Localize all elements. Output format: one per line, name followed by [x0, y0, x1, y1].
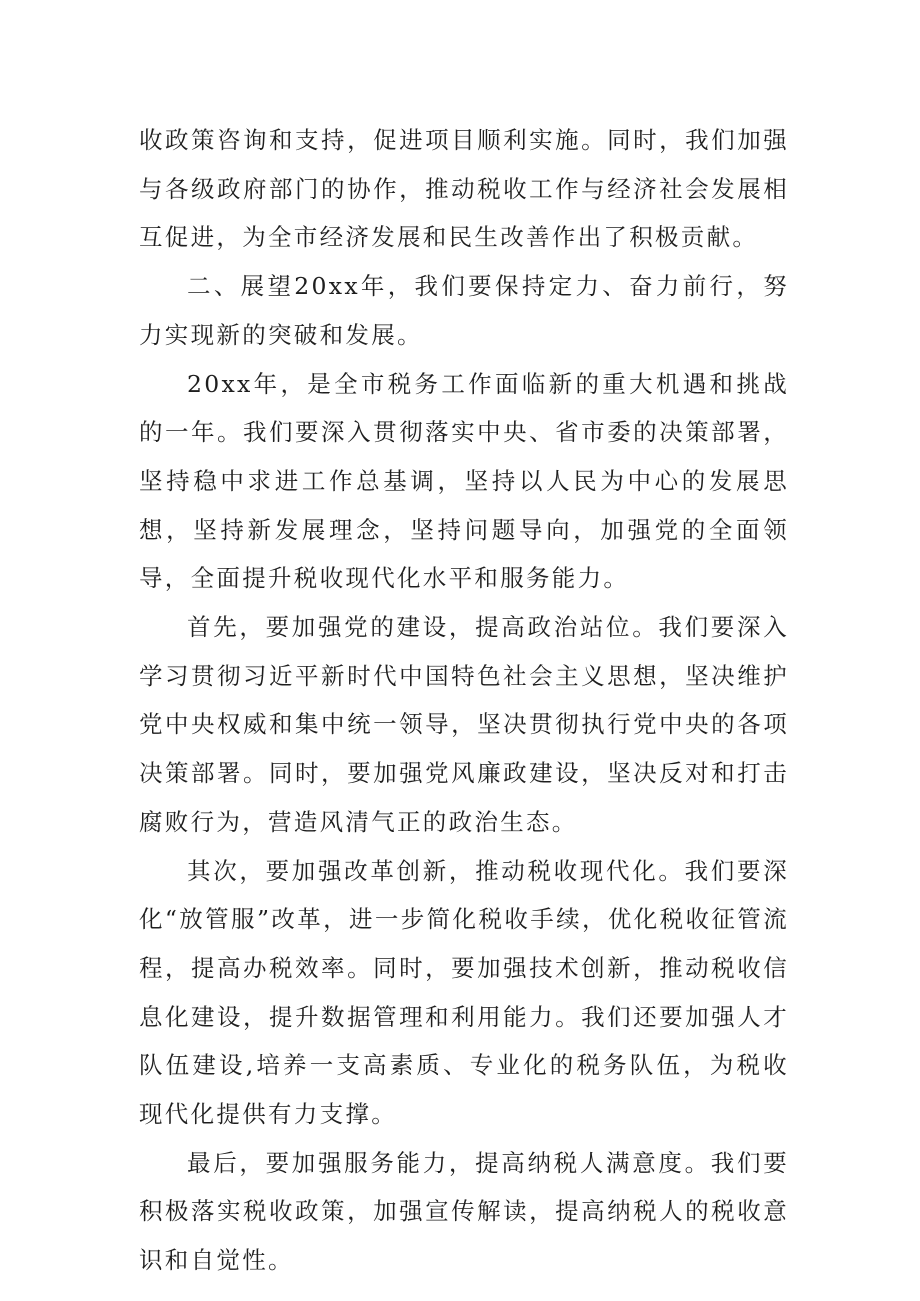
paragraph-reform-innovation: 其次，要加强改革创新，推动税收现代化。我们要深化“放管服”改革，进一步简化税收手续，优化税收征管流程，提高办税效率。同时，要加强技术创新，推动税收信息化建设，提升数据管理和利用能力。我们还要加强人才队伍建设,培养一支高素质、专业化的税务队伍，为税收现代化提供有力支撑。: [139, 856, 789, 1129]
document-body: [139, 116, 789, 1285]
section-heading-outlook: 二、展望20xx年，我们要保持定力、奋力前行，努力实现新的突破和发展。: [139, 272, 789, 349]
paragraph-overview: 20xx年，是全市税务工作面临新的重大机遇和挑战的一年。我们要深入贯彻落实中央、省市委的决策部署，坚持稳中求进工作总基调，坚持以人民为中心的发展思想，坚持新发展理念，坚持问题导向，加强党的全面领导，全面提升税收现代化水平和服务能力。: [139, 369, 789, 593]
paragraph-continuation: 收政策咨询和支持，促进项目顺利实施。同时，我们加强与各级政府部门的协作，推动税收工作与经济社会发展相互促进，为全市经济发展和民生改善作出了积极贡献。: [139, 126, 789, 252]
paragraph-service-capability: 最后，要加强服务能力，提高纳税人满意度。我们要积极落实税收政策，加强宣传解读，提高纳税人的税收意识和自觉性。: [139, 1148, 789, 1275]
paragraph-party-building: 首先，要加强党的建设，提高政治站位。我们要深入学习贯彻习近平新时代中国特色社会主义思想，坚决维护党中央权威和集中统一领导，坚决贯彻执行党中央的各项决策部署。同时，要加强党风廉政建设，坚决反对和打击腐败行为，营造风清气正的政治生态。: [139, 613, 789, 836]
